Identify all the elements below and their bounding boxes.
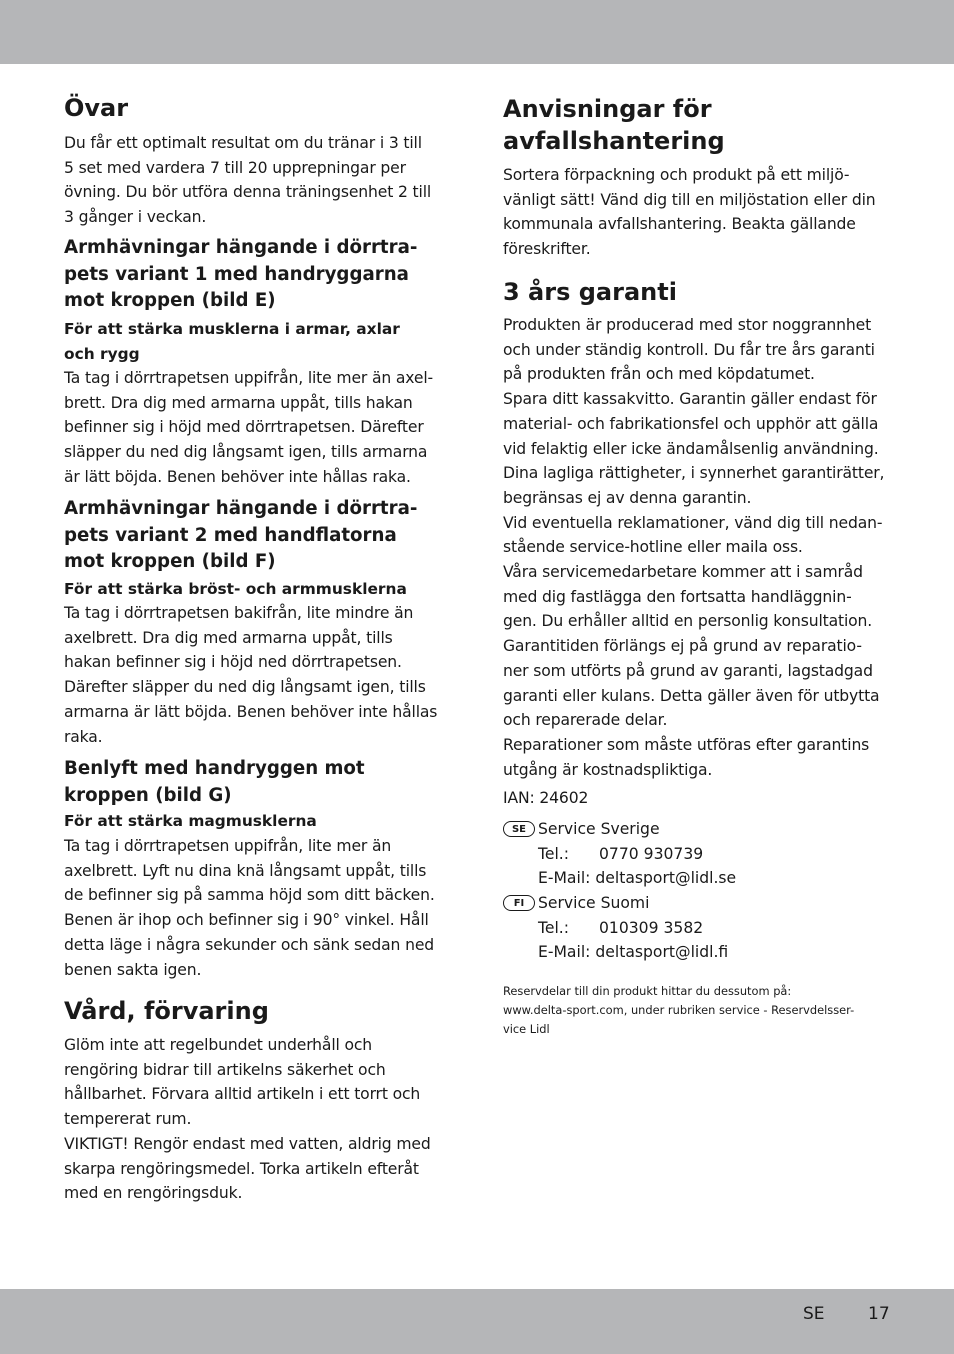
service-tel-row: Tel.: 010309 3582 <box>538 916 728 941</box>
care-body: Glöm inte att regelbundet underhåll och rengöring bidrar till artikelns säkerhet och hållbarhet. Förvara alltid artikeln i ett torrt och tempererat rum. VIKTIGT! Rengör endast med vatten, aldrig med skarpa rengöringsmedel. Torka artikeln efteråt med en rengöringsduk. <box>64 1036 431 1203</box>
page-number: 17 <box>868 1304 890 1324</box>
exercise-1-subtitle: För att stärka musklerna i armar, axlar och rygg <box>64 320 400 363</box>
section-title-ovar: Övar <box>64 94 129 122</box>
spare-parts-note: Reservdelar till din produkt hittar du dessutom på: www.delta-sport.com, under rubriken service - Reservdelsser- vice Lidl <box>503 984 855 1036</box>
exercise-2-title: Armhävningar hängande i dörrtra- pets variant 2 med handflatorna mot kroppen (bild F) <box>64 498 418 572</box>
exercise-1-body: Ta tag i dörrtrapetsen uppifrån, lite mer än axel- brett. Dra dig med armarna uppåt, tills hakan befinner sig i höjd med dörrtrapetsen. Därefter släpper du ned dig långsamt igen, tills armarna är lätt böjda. Benen behöver inte hållas raka. <box>64 369 434 486</box>
exercise-2-subtitle: För att stärka bröst- och armmusklerna <box>64 580 407 598</box>
top-bar <box>0 0 954 64</box>
service-tel: 0770 930739 <box>599 844 704 863</box>
ovar-body: Du får ett optimalt resultat om du tränar i 3 till 5 set med vardera 7 till 20 upprepningar per övning. Du bör utföra denna träningsenhet 2 till 3 gånger i veckan. <box>64 134 432 227</box>
service-tel-row: Tel.: 0770 930739 <box>538 842 736 867</box>
service-tel: 010309 3582 <box>599 918 704 937</box>
exercise-2-body: Ta tag i dörrtrapetsen bakifrån, lite mindre än axelbrett. Dra dig med armarna uppåt, tills hakan befinner sig i höjd ned dörrtrapetsen. Därefter släpper du ned dig långsamt igen, tills armarna är lätt böjda. Benen behöver inte hållas raka. <box>64 604 438 746</box>
exercise-3-subtitle: För att stärka magmusklerna <box>64 812 317 830</box>
service-email: deltasport@lidl.se <box>595 869 737 887</box>
section-title-waste: Anvisningar för avfallshantering <box>503 95 725 155</box>
service-email-row: E-Mail: deltasport@lidl.fi <box>538 943 729 961</box>
section-title-warranty: 3 års garanti <box>503 278 677 306</box>
service-name: Service Suomi <box>538 894 650 912</box>
service-email-row: E-Mail: deltasport@lidl.se <box>538 869 737 887</box>
waste-body: Sortera förpackning och produkt på ett miljö- vänligt sätt! Vänd dig till en miljöstation eller din kommunala avfallshantering. Beakta gällande föreskrifter. <box>503 166 876 259</box>
se-flag-icon: SE <box>503 821 535 837</box>
exercise-3-body: Ta tag i dörrtrapetsen uppifrån, lite mer än axelbrett. Lyft nu dina knä långsamt uppåt, tills de befinner sig på samma höjd som ditt bäcken. Benen är ihop och befinner sig i 90° vinkel. Håll detta läge i några sekunder och sänk sedan ned benen sakta igen. <box>64 837 435 979</box>
footer-language: SE <box>803 1304 825 1324</box>
exercise-3-title: Benlyft med handryggen mot kroppen (bild G) <box>64 758 365 806</box>
service-email: deltasport@lidl.fi <box>595 943 729 961</box>
ian-number: IAN: 24602 <box>503 789 589 807</box>
fi-flag-icon: FI <box>503 895 535 911</box>
warranty-body: Produkten är producerad med stor noggrannhet och under ständig kontroll. Du får tre års garanti på produkten från och med köpdatumet. Spara ditt kassakvitto. Garantin gäller endast för material- och fabrikationsfel och upphör att gälla vid felaktig eller icke ändamålsenlig användning. Dina lagliga rättigheter, i synnerhet garantirätter, begränsas ej av denna garantin. Vid eventuella reklamationer, vänd dig till nedan- stående service-hotline eller maila oss. Våra servicemedarbetare kommer att i samråd med dig fastlägga den fortsatta handläggnin- gen. Du erhåller alltid en personlig konsultation. Garantitiden förlängs ej på grund av reparatio- ner som utförts på grund av garanti, lagstadgad garanti eller kulans. Detta gäller även för utbytta och reparerade delar. Reparationer som måste utföras efter garantins utgång är kostnadspliktiga. <box>503 316 885 779</box>
exercise-1-title: Armhävningar hängande i dörrtra- pets variant 1 med handryggarna mot kroppen (bild E) <box>64 237 418 311</box>
service-name: Service Sverige <box>538 820 660 838</box>
section-title-care: Vård, förvaring <box>64 997 269 1025</box>
